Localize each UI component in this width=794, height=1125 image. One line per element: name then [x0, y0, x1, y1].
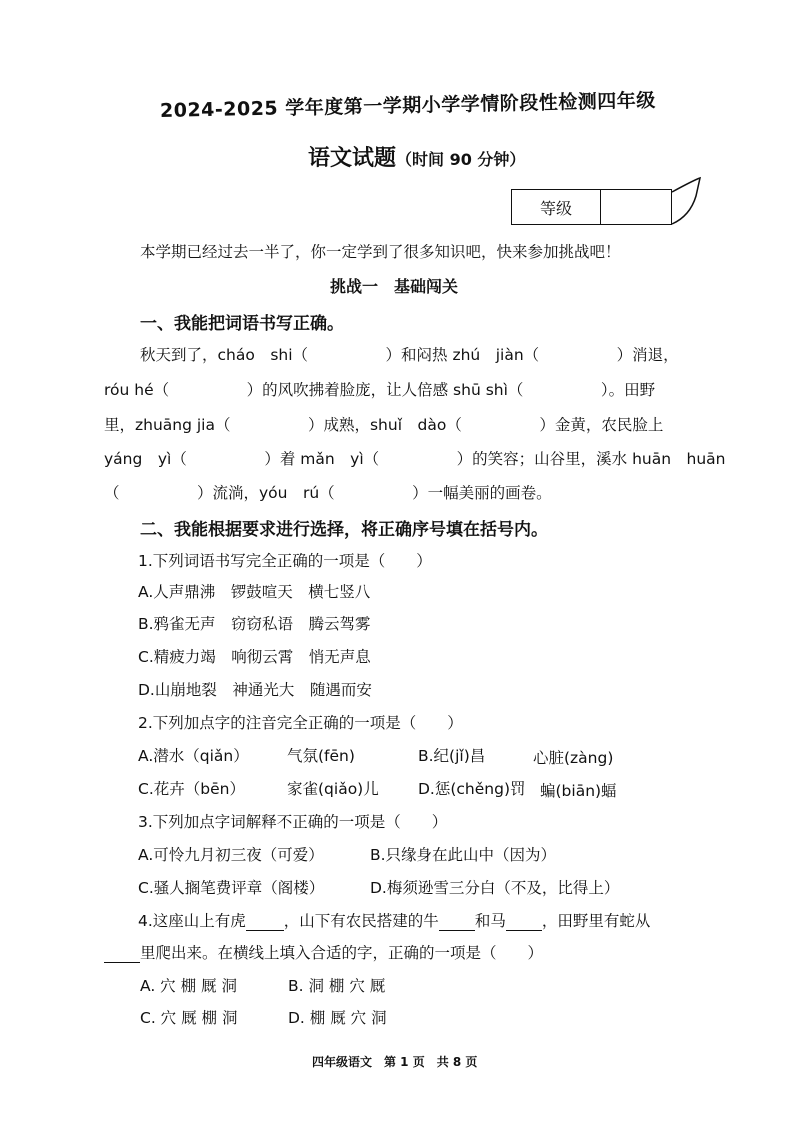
exam-subtitle [308, 141, 525, 172]
q4-part: 里爬出来。在横线上填入合适的字，正确的一项是（ ） [140, 944, 544, 962]
section1-heading: 一、我能把词语书写正确。 [140, 314, 344, 334]
q3-option-c: C.骚人搁笔费评章（阁楼） [138, 879, 325, 897]
section2-heading: 二、我能根据要求进行选择，将正确序号填在括号内。 [140, 520, 548, 540]
q4-part: 和马 [474, 912, 506, 930]
q4-part: ，山下有农民搭建的牛 [283, 912, 439, 930]
section1-line: 里，zhuāng jia（ ）成熟，shuǐ dào（ ）金黄，农民脸上 [104, 416, 664, 434]
answer-blank[interactable] [506, 912, 542, 931]
q4-option-c: C. 穴 厩 棚 洞 [140, 1009, 238, 1027]
grade-value-cell[interactable] [601, 190, 671, 224]
q2-option-b: B.纪(jǐ)昌 [418, 747, 486, 765]
q2-option-a: A.潜水（qiǎn） [138, 747, 249, 765]
intro-text: 本学期已经过去一半了，你一定学到了很多知识吧，快来参加挑战吧！ [140, 243, 621, 261]
q4-option-a: A. 穴 棚 厩 洞 [140, 977, 237, 995]
section1-line: yáng yì（ ）着 mǎn yì（ ）的笑容；山谷里，溪水 huān huān [104, 450, 726, 468]
q1-option-b: B.鸦雀无声 窃窃私语 腾云驾雾 [138, 615, 371, 633]
exam-title: 2024-2025 学年度第一学期小学学情阶段性检测四年级 [159, 89, 656, 122]
answer-blank[interactable] [439, 912, 475, 931]
subject-title: 语文试题 [308, 146, 397, 171]
challenge1-title: 挑战一 基础闯关 [330, 277, 459, 296]
q1-option-a: A.人声鼎沸 锣鼓喧天 横七竖八 [138, 583, 371, 601]
time-note: （时间 90 分钟） [396, 150, 526, 169]
q2-option-b2: 心脏(zàng) [533, 749, 614, 767]
q3-option-d: D.梅须逊雪三分白（不及，比得上） [370, 879, 620, 897]
q2-option-d2: 蝙(biān)蝠 [540, 782, 617, 800]
q3-option-a: A.可怜九月初三夜（可爱） [138, 846, 324, 864]
answer-blank[interactable] [104, 944, 140, 963]
q1-option-d: D.山崩地裂 神通光大 随遇而安 [138, 681, 372, 699]
q2-option-a2: 气氛(fēn) [287, 747, 355, 765]
q2-stem: 2.下列加点字的注音完全正确的一项是（ ） [138, 714, 463, 732]
grade-box [511, 189, 672, 225]
section1-line: róu hé（ ）的风吹拂着脸庞，让人倍感 shū shì（ ）。田野 [104, 381, 656, 399]
q2-option-c: C.花卉（bēn） [138, 780, 245, 798]
q4-part: ，田野里有蛇从 [541, 912, 651, 930]
q2-option-d: D.惩(chěng)罚 [418, 780, 526, 798]
q4-option-d: D. 棚 厩 穴 洞 [288, 1009, 387, 1027]
q2-option-c2: 家雀(qiǎo)儿 [287, 780, 379, 798]
answer-blank[interactable] [246, 912, 284, 931]
q4-line1 [138, 909, 650, 931]
q3-stem: 3.下列加点字词解释不正确的一项是（ ） [138, 813, 448, 831]
q4-option-b: B. 洞 棚 穴 厩 [288, 977, 386, 995]
q4-line2 [104, 941, 543, 963]
page-footer: 四年级语文 第 1 页 共 8 页 [312, 1055, 478, 1069]
q1-option-c: C.精疲力竭 响彻云霄 悄无声息 [138, 648, 371, 666]
q1-stem: 1.下列词语书写完全正确的一项是（ ） [138, 552, 432, 570]
q4-part: 4.这座山上有虎 [138, 912, 246, 930]
grade-label: 等级 [512, 190, 601, 224]
q3-option-b: B.只缘身在此山中（因为） [370, 846, 557, 864]
section1-line: 秋天到了，cháo shi（ ）和闷热 zhú jiàn（ ）消退， [140, 346, 679, 364]
section1-line: （ ）流淌，yóu rú（ ）一幅美丽的画卷。 [104, 484, 552, 502]
